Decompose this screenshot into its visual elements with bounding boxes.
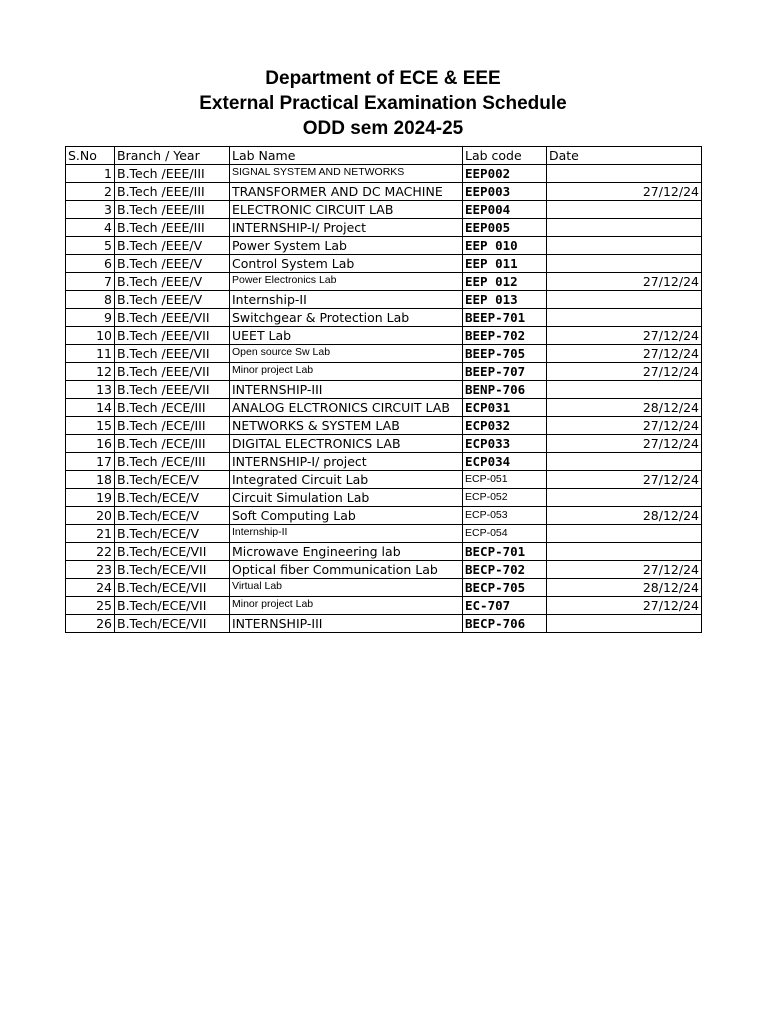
table-row (66, 309, 702, 327)
schedule-table (65, 146, 702, 633)
cell-lab-name: Internship-II (230, 525, 463, 543)
cell-sno: 7 (66, 273, 115, 291)
cell-sno: 19 (66, 489, 115, 507)
table-row (66, 273, 702, 291)
cell-lab-name: INTERNSHIP-III (230, 381, 463, 399)
cell-lab-name: Open source Sw Lab (230, 345, 463, 363)
cell-lab-name: INTERNSHIP-III (230, 615, 463, 633)
cell-sno: 2 (66, 183, 115, 201)
cell-sno: 11 (66, 345, 115, 363)
cell-branch: B.Tech/ECE/VII (115, 597, 230, 615)
cell-lab-name: Microwave Engineering lab (230, 543, 463, 561)
table-row (66, 525, 702, 543)
cell-date: 27/12/24 (547, 273, 702, 291)
cell-lab-name: ELECTRONIC CIRCUIT LAB (230, 201, 463, 219)
cell-sno: 24 (66, 579, 115, 597)
header-branch: Branch / Year (115, 147, 230, 165)
cell-sno: 4 (66, 219, 115, 237)
cell-sno: 16 (66, 435, 115, 453)
cell-date: 27/12/24 (547, 417, 702, 435)
cell-sno: 1 (66, 165, 115, 183)
table-row (66, 543, 702, 561)
cell-lab-code: BECP-705 (463, 579, 547, 597)
cell-branch: B.Tech /EEE/VII (115, 381, 230, 399)
cell-lab-code: ECP032 (463, 417, 547, 435)
semester-title: ODD sem 2024-25 (302, 118, 464, 139)
cell-lab-code: EEP 012 (463, 273, 547, 291)
cell-lab-name: INTERNSHIP-I/ Project (230, 219, 463, 237)
cell-lab-code: EEP002 (463, 165, 547, 183)
cell-lab-code: EEP 011 (463, 255, 547, 273)
cell-branch: B.Tech/ECE/V (115, 525, 230, 543)
cell-branch: B.Tech /EEE/V (115, 237, 230, 255)
cell-lab-code: EEP003 (463, 183, 547, 201)
cell-date (547, 309, 702, 327)
cell-date (547, 219, 702, 237)
cell-sno: 22 (66, 543, 115, 561)
cell-lab-code: BECP-706 (463, 615, 547, 633)
cell-lab-name: Virtual Lab (230, 579, 463, 597)
cell-branch: B.Tech /EEE/III (115, 201, 230, 219)
cell-date (547, 525, 702, 543)
cell-branch: B.Tech/ECE/VII (115, 615, 230, 633)
cell-lab-code: BEEP-707 (463, 363, 547, 381)
cell-branch: B.Tech/ECE/V (115, 507, 230, 525)
cell-lab-name: SIGNAL SYSTEM AND NETWORKS (230, 165, 463, 183)
table-row (66, 327, 702, 345)
cell-sno: 8 (66, 291, 115, 309)
cell-date: 27/12/24 (547, 345, 702, 363)
cell-lab-name: Circuit Simulation Lab (230, 489, 463, 507)
table-row (66, 255, 702, 273)
cell-sno: 9 (66, 309, 115, 327)
cell-lab-code: BECP-701 (463, 543, 547, 561)
cell-branch: B.Tech /ECE/III (115, 399, 230, 417)
cell-sno: 3 (66, 201, 115, 219)
table-row (66, 615, 702, 633)
table-row (66, 471, 702, 489)
table-row (66, 597, 702, 615)
cell-branch: B.Tech /EEE/III (115, 219, 230, 237)
table-row (66, 165, 702, 183)
cell-date (547, 615, 702, 633)
cell-branch: B.Tech/ECE/VII (115, 561, 230, 579)
cell-lab-name: Control System Lab (230, 255, 463, 273)
cell-date: 27/12/24 (547, 327, 702, 345)
cell-sno: 23 (66, 561, 115, 579)
cell-lab-code: EEP 010 (463, 237, 547, 255)
cell-sno: 17 (66, 453, 115, 471)
cell-date: 27/12/24 (547, 471, 702, 489)
cell-branch: B.Tech/ECE/V (115, 471, 230, 489)
title-block (65, 66, 701, 141)
department-title: Department of ECE & EEE (265, 68, 501, 89)
table-row (66, 507, 702, 525)
cell-date (547, 201, 702, 219)
cell-branch: B.Tech /ECE/III (115, 435, 230, 453)
cell-branch: B.Tech /EEE/III (115, 165, 230, 183)
table-row (66, 453, 702, 471)
cell-date (547, 291, 702, 309)
cell-lab-code: EEP005 (463, 219, 547, 237)
cell-date (547, 453, 702, 471)
cell-branch: B.Tech /EEE/VII (115, 363, 230, 381)
cell-lab-name: Power Electronics Lab (230, 273, 463, 291)
cell-lab-code: ECP031 (463, 399, 547, 417)
schedule-title: External Practical Examination Schedule (199, 93, 567, 114)
table-row (66, 201, 702, 219)
table-row (66, 489, 702, 507)
table-row (66, 363, 702, 381)
cell-sno: 25 (66, 597, 115, 615)
table-row (66, 579, 702, 597)
cell-lab-name: Power System Lab (230, 237, 463, 255)
cell-lab-code: BECP-702 (463, 561, 547, 579)
cell-sno: 20 (66, 507, 115, 525)
table-row (66, 381, 702, 399)
cell-branch: B.Tech /EEE/V (115, 291, 230, 309)
cell-sno: 21 (66, 525, 115, 543)
cell-lab-code: BENP-706 (463, 381, 547, 399)
cell-date: 27/12/24 (547, 363, 702, 381)
cell-lab-name: ANALOG ELCTRONICS CIRCUIT LAB (230, 399, 463, 417)
cell-sno: 15 (66, 417, 115, 435)
cell-date (547, 543, 702, 561)
header-lab-name: Lab Name (230, 147, 463, 165)
cell-lab-code: ECP-051 (463, 471, 547, 489)
cell-lab-code: BEEP-702 (463, 327, 547, 345)
cell-sno: 12 (66, 363, 115, 381)
cell-date: 27/12/24 (547, 183, 702, 201)
table-row (66, 219, 702, 237)
cell-lab-name: TRANSFORMER AND DC MACHINE (230, 183, 463, 201)
cell-lab-code: BEEP-705 (463, 345, 547, 363)
cell-lab-code: ECP-052 (463, 489, 547, 507)
cell-lab-code: ECP034 (463, 453, 547, 471)
cell-sno: 14 (66, 399, 115, 417)
cell-branch: B.Tech/ECE/V (115, 489, 230, 507)
table-row (66, 291, 702, 309)
cell-lab-code: EEP 013 (463, 291, 547, 309)
table-row (66, 435, 702, 453)
header-lab-code: Lab code (463, 147, 547, 165)
cell-lab-name: Integrated Circuit Lab (230, 471, 463, 489)
cell-lab-code: ECP-054 (463, 525, 547, 543)
cell-branch: B.Tech /EEE/III (115, 183, 230, 201)
table-row (66, 237, 702, 255)
cell-branch: B.Tech /EEE/VII (115, 327, 230, 345)
cell-lab-name: Internship-II (230, 291, 463, 309)
cell-lab-name: INTERNSHIP-I/ project (230, 453, 463, 471)
cell-sno: 5 (66, 237, 115, 255)
cell-lab-code: EC-707 (463, 597, 547, 615)
cell-date: 28/12/24 (547, 507, 702, 525)
cell-branch: B.Tech /ECE/III (115, 453, 230, 471)
cell-sno: 10 (66, 327, 115, 345)
cell-lab-name: Minor project Lab (230, 363, 463, 381)
cell-lab-code: ECP-053 (463, 507, 547, 525)
cell-lab-name: DIGITAL ELECTRONICS LAB (230, 435, 463, 453)
cell-date: 28/12/24 (547, 579, 702, 597)
table-row (66, 417, 702, 435)
cell-date (547, 255, 702, 273)
cell-branch: B.Tech /EEE/VII (115, 345, 230, 363)
header-sno: S.No (66, 147, 115, 165)
cell-date: 28/12/24 (547, 399, 702, 417)
cell-lab-name: UEET Lab (230, 327, 463, 345)
cell-branch: B.Tech /EEE/VII (115, 309, 230, 327)
table-row (66, 183, 702, 201)
cell-sno: 26 (66, 615, 115, 633)
table-header-row (66, 147, 702, 165)
table-row (66, 345, 702, 363)
cell-date (547, 237, 702, 255)
cell-lab-name: Soft Computing Lab (230, 507, 463, 525)
cell-sno: 6 (66, 255, 115, 273)
cell-sno: 18 (66, 471, 115, 489)
cell-lab-name: Minor project Lab (230, 597, 463, 615)
cell-lab-code: EEP004 (463, 201, 547, 219)
cell-date (547, 381, 702, 399)
cell-branch: B.Tech/ECE/VII (115, 579, 230, 597)
cell-lab-name: Switchgear & Protection Lab (230, 309, 463, 327)
header-date: Date (547, 147, 702, 165)
cell-branch: B.Tech /ECE/III (115, 417, 230, 435)
cell-branch: B.Tech/ECE/VII (115, 543, 230, 561)
cell-lab-code: ECP033 (463, 435, 547, 453)
cell-date: 27/12/24 (547, 597, 702, 615)
table-row (66, 561, 702, 579)
cell-lab-code: BEEP-701 (463, 309, 547, 327)
cell-branch: B.Tech /EEE/V (115, 255, 230, 273)
cell-date (547, 489, 702, 507)
cell-date: 27/12/24 (547, 561, 702, 579)
cell-branch: B.Tech /EEE/V (115, 273, 230, 291)
cell-lab-name: NETWORKS & SYSTEM LAB (230, 417, 463, 435)
table-row (66, 399, 702, 417)
cell-sno: 13 (66, 381, 115, 399)
cell-date (547, 165, 702, 183)
cell-lab-name: Optical fiber Communication Lab (230, 561, 463, 579)
cell-date: 27/12/24 (547, 435, 702, 453)
